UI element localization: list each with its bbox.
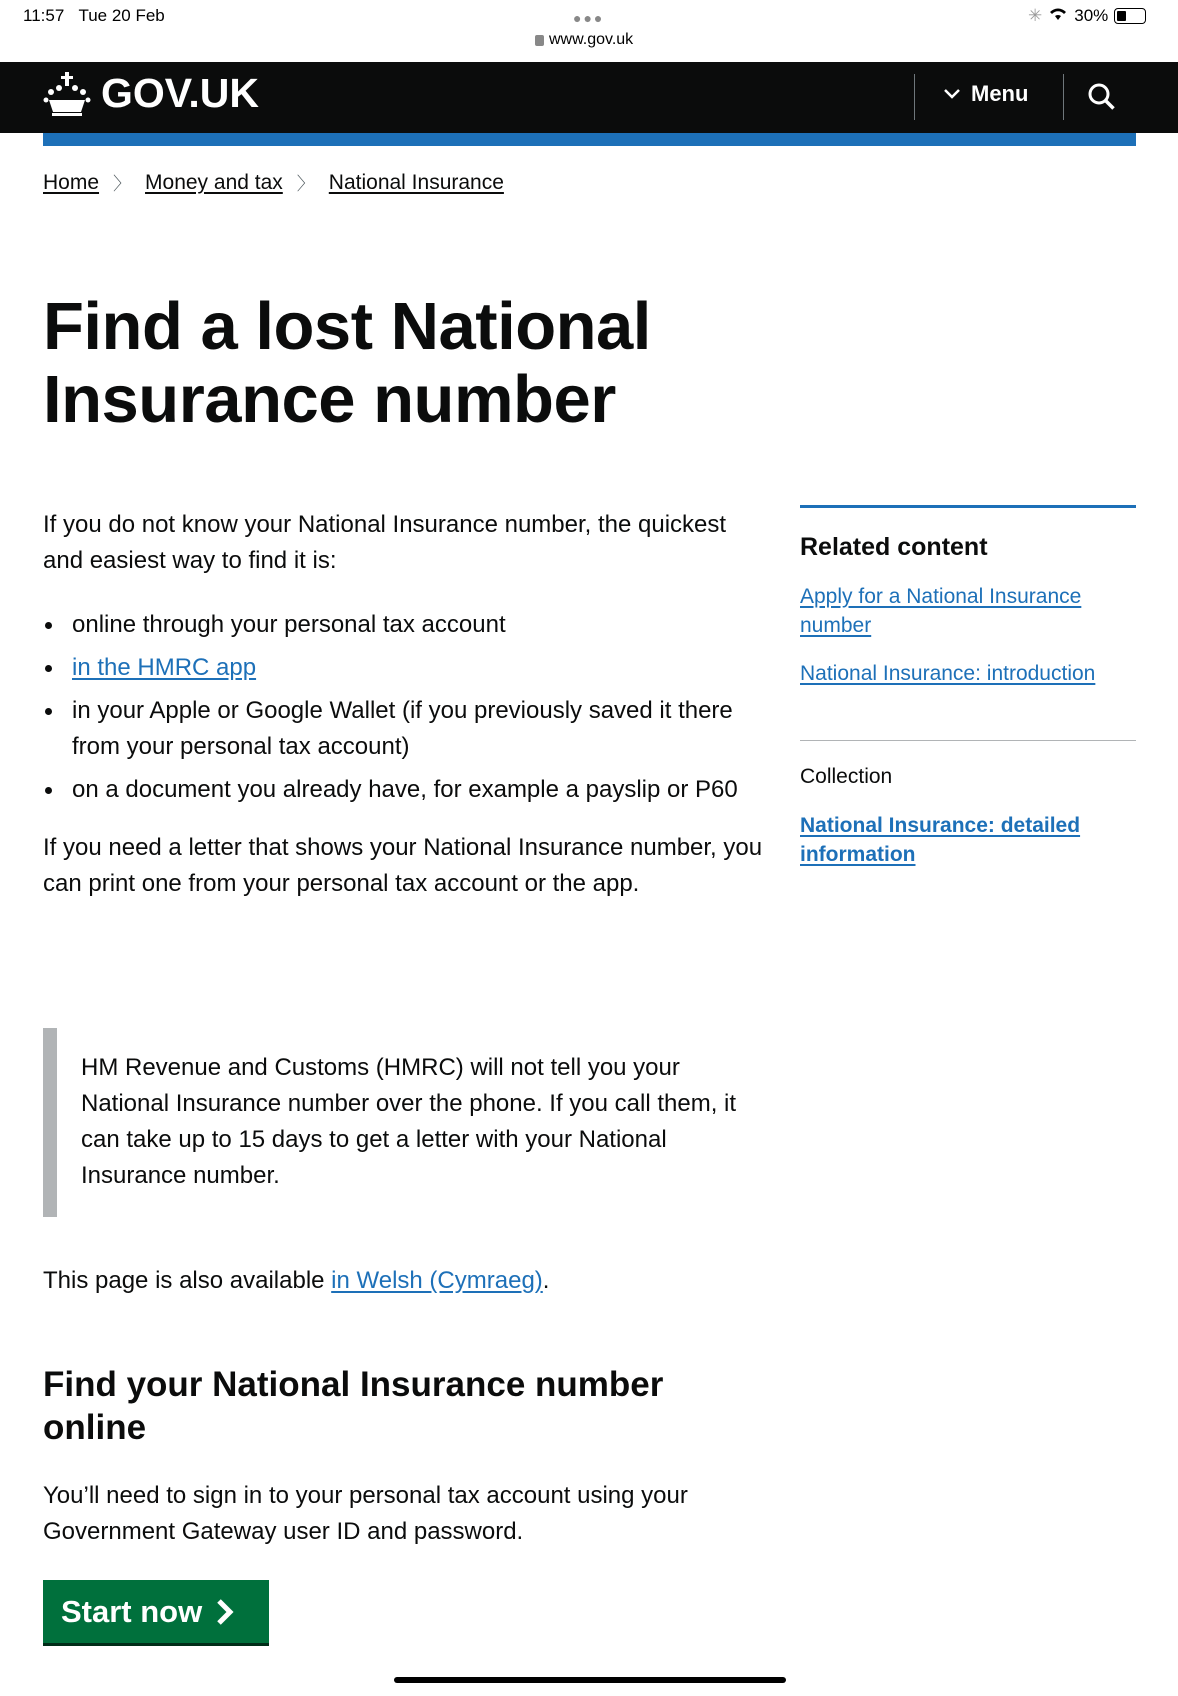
letter-text: If you need a letter that shows your National Insurance number, you can print one from your personal tax account or the app. [43,834,763,897]
intro-text: If you do not know your National Insurance number, the quickest and easiest way to find it is: [43,511,727,574]
activity-icon: ✳ [1028,6,1043,25]
divider [914,74,915,120]
govuk-header [0,62,1178,133]
related-content [800,533,1136,688]
breadcrumb [43,170,504,196]
inset-text: HM Revenue and Customs (HMRC) will not tell you your National Insurance number over the phone. If you call them, it can take up to 15 days to get a letter with your National Insurance number. [81,1054,737,1189]
related-heading: Related content [800,533,988,561]
related-link-apply[interactable]: Apply for a National Insurance number [800,585,1082,637]
system-status: ✳ 30% [1028,6,1146,26]
collection-link[interactable]: National Insurance: detailed information [800,814,1081,866]
divider [1063,74,1064,120]
chevron-down-icon [943,88,961,100]
more-dots-icon[interactable]: ●●● [573,10,605,26]
page-title: Find a lost National Insurance number [43,289,651,437]
collection [800,762,1136,869]
welsh-link[interactable]: in Welsh (Cymraeg) [331,1267,543,1294]
list-item: online through your personal tax account [43,607,763,643]
search-button[interactable] [1087,82,1117,117]
section-text: You’ll need to sign in to your personal tax account using your Government Gateway user ID and password. [43,1482,688,1545]
battery-icon [1114,8,1146,24]
sidebar-top-border [800,505,1136,508]
breadcrumb-home[interactable]: Home [43,171,100,194]
govuk-logo[interactable]: GOV.UK [43,70,259,117]
breadcrumb-money-and-tax[interactable]: Money and tax [145,171,283,194]
section-heading: Find your National Insurance number online [43,1365,664,1447]
list-item: in your Apple or Google Wallet (if you previously saved it there from your personal tax account) [43,693,763,765]
collection-label: Collection [800,765,893,788]
menu-button[interactable]: Menu [943,81,1028,107]
wifi-icon [1048,6,1068,26]
url-bar[interactable]: www.gov.uk [535,31,633,49]
home-indicator[interactable] [394,1677,786,1683]
inset-border [43,1028,57,1217]
status-time: 11:57 Tue 20 Feb [23,6,165,25]
start-now-button[interactable]: Start now [43,1580,269,1643]
crown-icon [43,72,91,116]
list-item [43,650,763,686]
chevron-right-icon: 〉 [296,174,315,194]
search-icon [1087,82,1117,112]
chevron-right-icon [216,1598,236,1626]
main-content [43,507,763,902]
divider [800,740,1136,741]
list-item: on a document you already have, for example a payslip or P60 [43,772,763,808]
welsh-text: This page is also available in Welsh (Cymraeg). [43,1267,550,1294]
breadcrumb-national-insurance[interactable]: National Insurance [328,171,504,194]
lock-icon [535,35,544,46]
find-options-list [43,607,763,808]
hmrc-app-link[interactable]: in the HMRC app [72,654,257,681]
header-blue-bar [43,133,1136,146]
chevron-right-icon: 〉 [113,174,132,194]
related-link-introduction[interactable]: National Insurance: introduction [800,662,1096,685]
